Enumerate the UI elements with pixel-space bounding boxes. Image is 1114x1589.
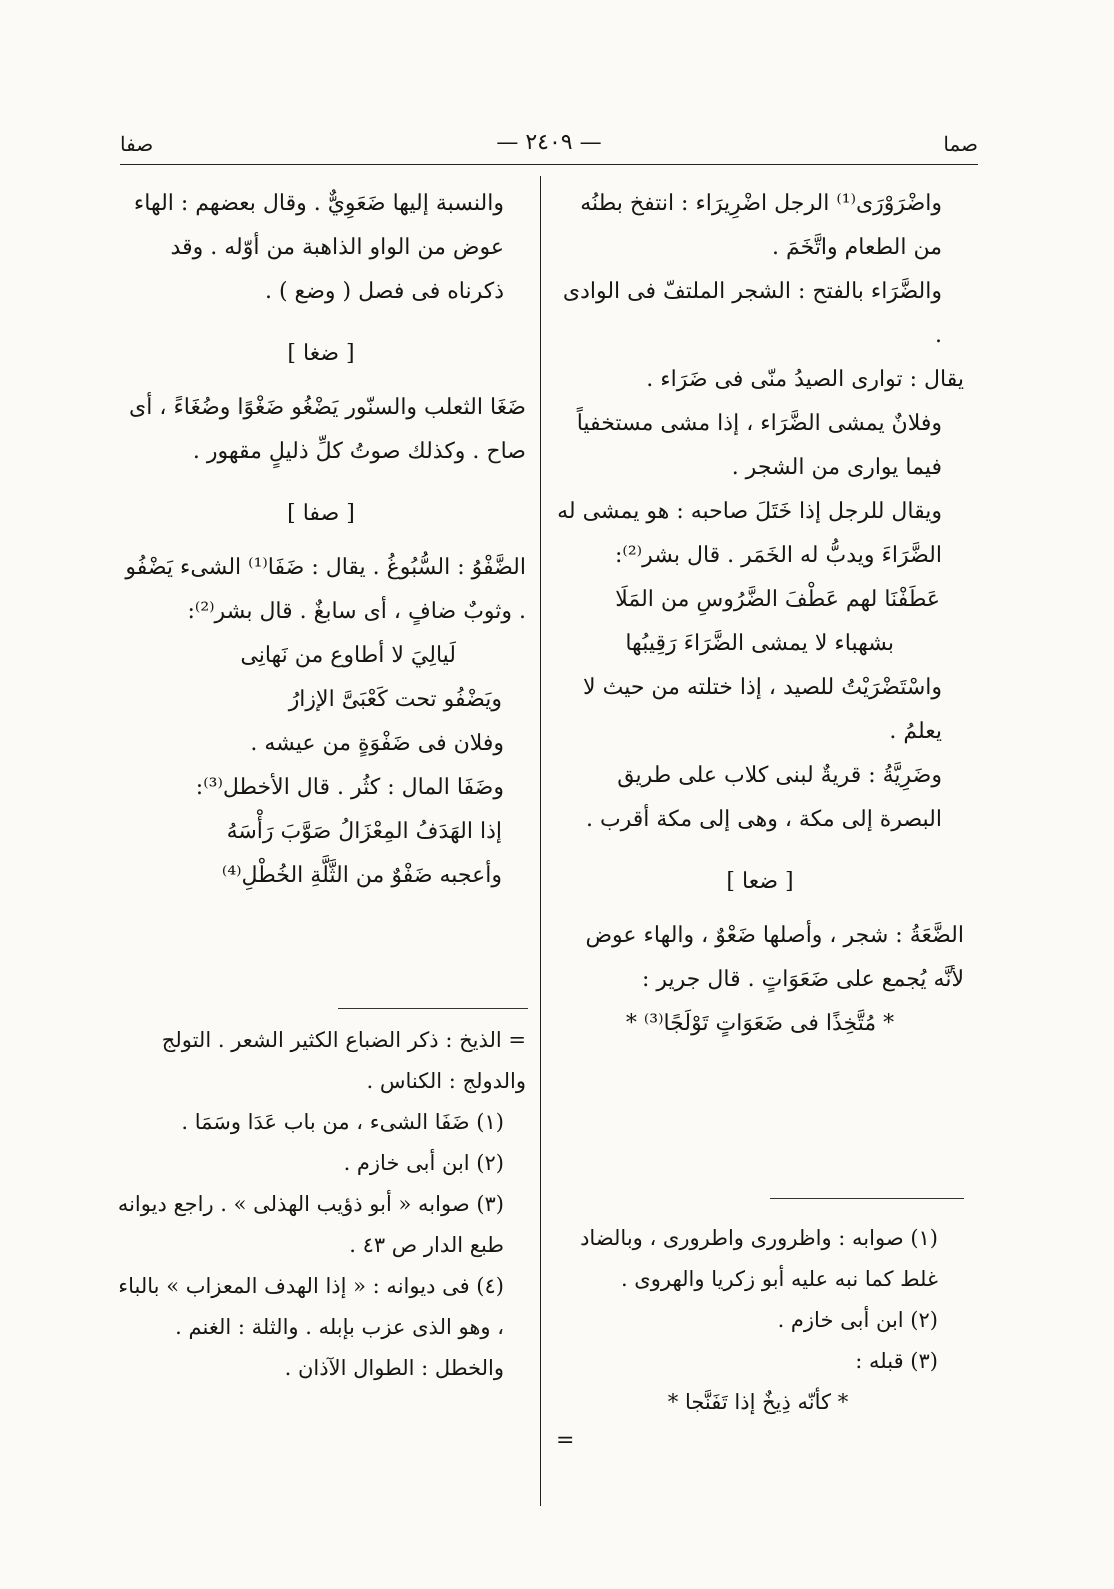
entry-paragraph: وفلان فى ضَفْوَةٍ من عيشه . — [250, 731, 504, 756]
page-number: — ٢٤٠٩ — — [496, 130, 602, 155]
entry-paragraph: وفلانٌ يمشى الضَّرَاء ، إذا مشى مستخفياً فيما يوارى من الشجر . — [576, 411, 942, 480]
page-header — [120, 128, 978, 164]
footnote: (٢) ابن أبى خازم . — [343, 1151, 504, 1175]
entry-paragraph: واضْرَوْرَى⁽¹⁾ الرجل اضْرِيرَاء : انتفخ بطنُه من الطعام واتَّخَمَ . — [580, 191, 942, 260]
right-column — [556, 182, 964, 1046]
footnote: (٢) ابن أبى خازم . — [777, 1308, 938, 1332]
footnote: (٣) قبله : — [855, 1349, 938, 1373]
entry-paragraph: الضَّعَةُ : شجر ، وأصلها ضَعْوٌ ، والهاء عوض لأنَّه يُجمع على ضَعَوَاتٍ . قال جرير : — [585, 923, 964, 992]
footnote-rule — [770, 1198, 964, 1199]
footnote-verse: * كأنّه ذِيخٌ إذا تَفَنَّجا * — [667, 1390, 849, 1414]
entry-paragraph: وضَرِيَّةُ : قريةٌ لبنى كلاب على طريق البصرة إلى مكة ، وهى إلى مكة أقرب . — [585, 763, 942, 832]
footnote-rule — [338, 1008, 528, 1009]
entry-paragraph: والنسبة إليها ضَعَوِيٌّ . وقال بعضهم : الهاء عوض من الواو الذاهبة من أوّله . وقد ذكرناه فى فصل ( وضع ) . — [133, 191, 504, 304]
left-footnotes — [116, 1020, 526, 1389]
footnote: (٣) صوابه « أبو ذؤيب الهذلى » . راجع ديوانه طبع الدار ص ٤٣ . — [117, 1192, 504, 1257]
verse-line: بشهباء لا يمشى الضَّرَاءَ رَقِيبُها — [625, 631, 894, 656]
continuation-mark: = — [556, 1428, 575, 1453]
entry-paragraph: ضَغَا الثعلب والسنّور يَضْغُو ضَغْوًا وضُغَاءً ، أى صاح . وكذلك صوتُ كلِّ ذليلٍ مقهور . — [129, 395, 526, 464]
entry-paragraph: واسْتَضْرَيْتُ للصيد ، إذا ختلته من حيث لا يعلمُ . — [583, 675, 942, 744]
right-footnotes — [556, 1218, 960, 1423]
section-heading: [ صفا ] — [287, 501, 355, 526]
entry-paragraph: وضَفَا المال : كثُر . قال الأخطل⁽³⁾: — [195, 775, 504, 800]
entry-paragraph: الضَّفْوُ : السُّبُوغُ . يقال : ضَفَا⁽¹⁾ الشىء يَضْفُو . وثوبٌ ضافٍ ، أى سابغٌ . قال بشر⁽²⁾: — [125, 555, 526, 624]
section-heading: [ ضعا ] — [726, 869, 794, 894]
entry-paragraph: ويقال للرجل إذا خَتَلَ صاحبه : هو يمشى له الضَّرَاءَ ويدبُّ له الخَمَر . قال بشر⁽²⁾: — [557, 499, 942, 568]
footnote: = الذيخ : ذكر الضباع الكثير الشعر . التولج والدولج : الكناس . — [161, 1028, 526, 1093]
verse-line: وأعجبه ضَفْوٌ من الثَّلَّةِ الخُطْلِ⁽⁴⁾ — [221, 863, 502, 888]
verse-line: * مُتَّخِذًا فى ضَعَوَاتٍ تَوْلَجًا⁽³⁾ * — [625, 1011, 895, 1036]
header-right-keyword: صما — [943, 132, 978, 156]
entry-paragraph: والضَّرَاء بالفتح : الشجر الملتفّ فى الوادى . — [562, 279, 942, 348]
header-rule — [120, 164, 978, 165]
verse-line: عَطَفْنَا لهم عَطْفَ الضَّرُوسِ من المَلَا — [615, 587, 940, 612]
verse-line: ويَضْفُو تحت كَعْبَىَّ الإزارُ — [288, 687, 502, 712]
verse-line: إذا الهَدَفُ المِعْزَالُ صَوَّبَ رَأْسَهُ — [226, 819, 502, 844]
entry-paragraph: يقال : توارى الصيدُ منّى فى ضَرَاء . — [646, 367, 964, 392]
footnote: (١) صوابه : واظرورى واطرورى ، وبالضاد غلط كما نبه عليه أبو زكريا والهروى . — [580, 1226, 938, 1291]
left-column — [116, 182, 526, 898]
header-left-keyword: صفا — [120, 132, 154, 156]
footnote: (١) ضَفَا الشىء ، من باب عَدَا وسَمَا . — [181, 1110, 504, 1134]
footnote: (٤) فى ديوانه : « إذا الهدف المعزاب » بالباء ، وهو الذى عزب بإبله . والثلة : الغنم . والخطل : الطوال الآذان . — [118, 1274, 504, 1380]
section-heading: [ ضغا ] — [287, 341, 355, 366]
verse-line: لَيالِيَ لا أطاوع من نَهانِى — [240, 643, 456, 668]
column-separator — [540, 176, 541, 1506]
